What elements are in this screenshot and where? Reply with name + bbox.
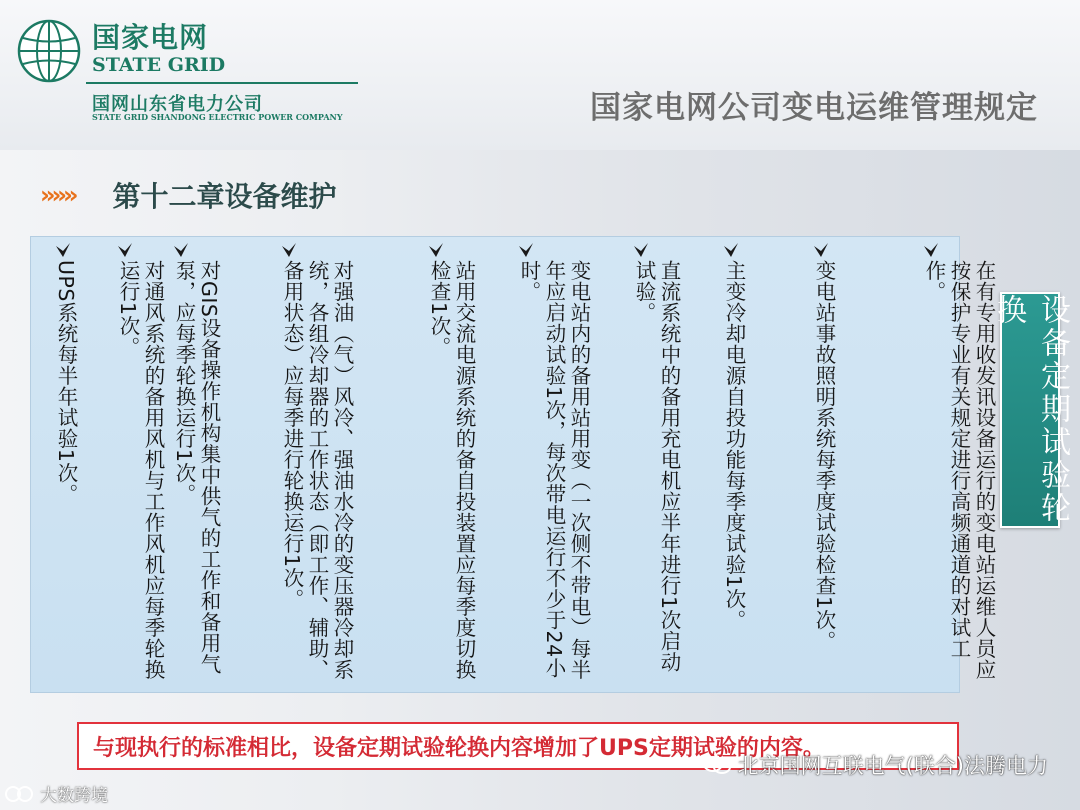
checkmark-icon — [721, 240, 741, 260]
logo-title-en: STATE GRID — [92, 54, 226, 76]
watermark-right — [702, 750, 1048, 780]
checkmark-icon — [811, 240, 831, 260]
watermark-logo-icon — [4, 783, 34, 805]
chapter-title: 第十二章设备维护 — [112, 180, 337, 213]
globe-icon — [16, 18, 82, 84]
list-item-text: 站用交流电源系统的备自投装置应每季度切换检查1次。 — [427, 260, 476, 680]
logo-divider — [86, 82, 358, 84]
checkmark-icon — [631, 240, 651, 260]
watermark-left-text: 大数跨境 — [40, 786, 108, 806]
logo-title-cn: 国家电网 — [92, 21, 209, 54]
checkmark-icon — [115, 240, 135, 260]
checkmark-icon — [426, 240, 446, 260]
checkmark-icon — [516, 240, 536, 260]
list-item-text: 主变冷却电源自投功能每季度试验1次。 — [722, 260, 746, 631]
checkmark-icon — [53, 240, 73, 260]
list-item-text: 在有专用收发讯设备运行的变电站运维人员应按保护专业有关规定进行高频通道的对试工作。 — [922, 260, 996, 680]
state-grid-logo — [12, 12, 362, 124]
company-name-cn: 国网山东省电力公司 — [92, 94, 263, 115]
note-text: 与现执行的标准相比，设备定期试验轮换内容增加了UPS定期试验的内容。 — [93, 735, 825, 761]
list-item-text: 对GIS设备操作机构集中供气的工作和备用气泵，应每季轮换运行1次。 — [172, 260, 221, 675]
checkmark-icon — [279, 240, 299, 260]
chapter-heading — [40, 175, 337, 215]
list-item-text: 直流系统中的备用充电机应半年进行1次启动试验。 — [632, 260, 681, 673]
section-label — [991, 292, 1070, 528]
company-name-en: STATE GRID SHANDONG ELECTRIC POWER COMPANY — [92, 112, 343, 122]
checkmark-icon — [921, 240, 941, 260]
list-item-text: UPS系统每半年试验1次。 — [54, 260, 78, 505]
list-item-text: 变电站内的备用站用变（一次侧不带电）每半年应启动试验1次，每次带电运行不少于24小时。 — [517, 260, 591, 680]
wechat-icon — [702, 754, 732, 776]
content-box — [30, 236, 996, 693]
list-item-text: 变电站事故照明系统每季度试验检查1次。 — [812, 260, 836, 652]
page-title: 国家电网公司变电运维管理规定 — [590, 90, 1038, 126]
chevron-right-icon: »»» — [40, 181, 75, 209]
checkmark-icon — [171, 240, 191, 260]
watermark-left — [4, 781, 108, 806]
list-item-text: 对强油（气）风冷、强油水冷的变压器冷却系统，各组冷却器的工作状态（即工作、辅助、备用状态）应每季进行轮换运行1次。 — [280, 260, 354, 680]
section-label-text: 设备定期试验轮换 — [991, 294, 1070, 525]
list-item-text: 对通风系统的备用风机与工作风机应每季轮换运行1次。 — [116, 260, 165, 680]
watermark-right-text: 北京国网互联电气(联合)法腾电力 — [737, 754, 1048, 778]
